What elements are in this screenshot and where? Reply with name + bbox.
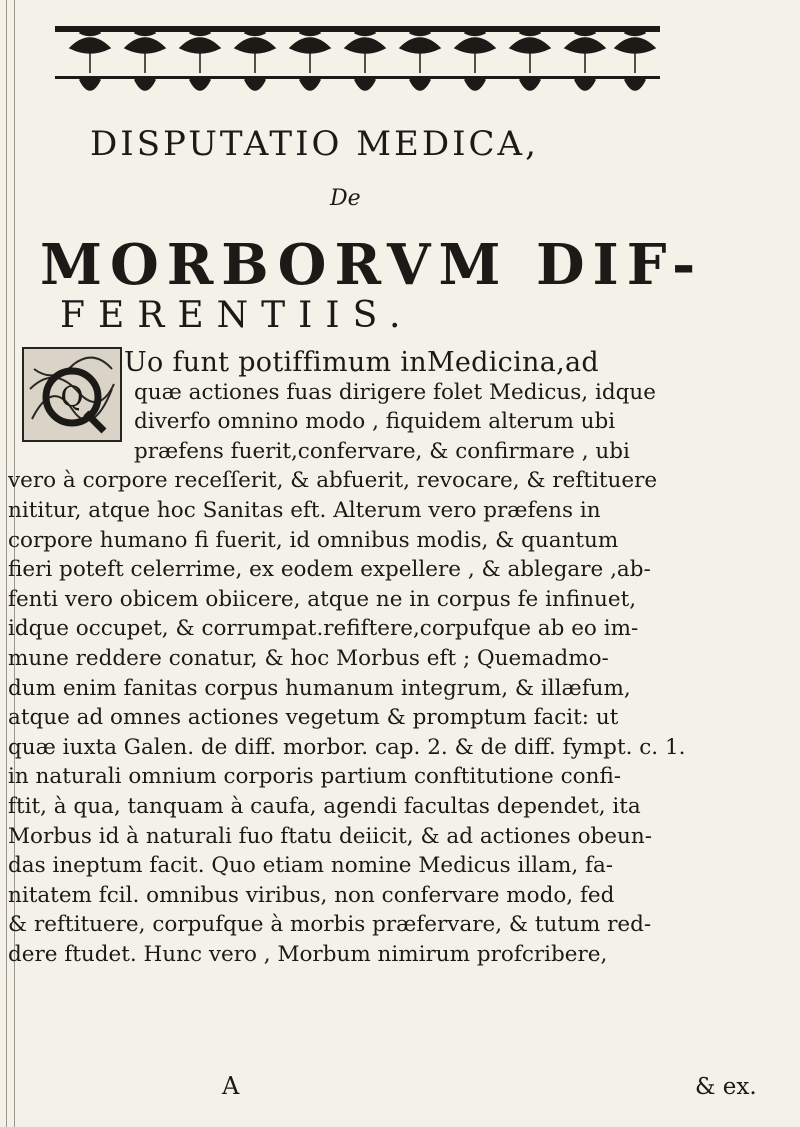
text-line: mune reddere conatur, & hoc Morbus eft ; Quemadmo- <box>8 645 609 671</box>
text-line: atque ad omnes actiones vegetum & promptum facit: ut <box>8 705 619 731</box>
title-morborum-dif: MORBORVM DIF- <box>40 232 704 298</box>
text-line: Morbus id à naturali fuo ftatu deiicit, & ad actiones obeun- <box>8 823 652 849</box>
text-line: vero à corpore receſſerit, & abfuerit, revocare, & reftituere <box>8 468 658 494</box>
text-line: quæ actiones fuas dirigere folet Medicus, idque <box>134 379 656 405</box>
drop-cap-letter: Q <box>60 380 84 413</box>
text-line: ftit, à qua, tanquam à caufa, agendi facultas dependet, ita <box>8 793 641 819</box>
decorated-initial-q <box>22 347 122 442</box>
decorative-headpiece-ornament <box>45 18 670 110</box>
decorated-initial-ornament <box>24 349 120 440</box>
text-line: præfens fuerit,confervare, & confirmare , ubi <box>134 438 630 464</box>
text-line: dum enim fanitas corpus humanum integrum, & illæfum, <box>8 675 631 701</box>
text-line: fenti vero obicem obiicere, atque ne in corpus fe infinuet, <box>8 586 637 612</box>
signature-mark: A <box>222 1072 240 1100</box>
title-de: De <box>330 186 361 211</box>
text-line: nititur, atque hoc Sanitas eft. Alterum vero præfens in <box>8 497 601 523</box>
text-line: Uo funt potiffimum inMedicina,ad <box>124 348 599 378</box>
text-line: & reftituere, corpufque à morbis præfervare, & tutum red- <box>8 912 652 938</box>
text-line: fieri poteft celerrime, ex eodem expellere , & ablegare ,ab- <box>8 557 651 583</box>
text-line: idque occupet, & corrumpat.refiftere,corpufque ab eo im- <box>8 616 639 642</box>
text-line: das ineptum facit. Quo etiam nomine Medicus illam, fa- <box>8 853 614 879</box>
text-line: dere ftudet. Hunc vero , Morbum nimirum profcribere, <box>8 941 608 967</box>
text-line: in naturali omnium corporis partium conftitutione confi- <box>8 764 622 790</box>
text-line: corpore humano fi fuerit, id omnibus modis, & quantum <box>8 527 619 553</box>
text-line: quæ iuxta Galen. de diff. morbor. cap. 2. & de diff. fympt. c. 1. <box>8 734 686 760</box>
catchword: & ex. <box>695 1074 757 1100</box>
title-disputatio-medica: DISPUTATIO MEDICA, <box>90 124 539 164</box>
title-ferentiis: FERENTIIS. <box>60 295 414 336</box>
text-line: diverfo omnino modo , fiquidem alterum ubi <box>134 409 616 435</box>
page-edge-line <box>6 0 7 1127</box>
body-paragraph <box>8 348 786 969</box>
text-line: nitatem fcil. omnibus viribus, non confervare modo, fed <box>8 882 615 908</box>
